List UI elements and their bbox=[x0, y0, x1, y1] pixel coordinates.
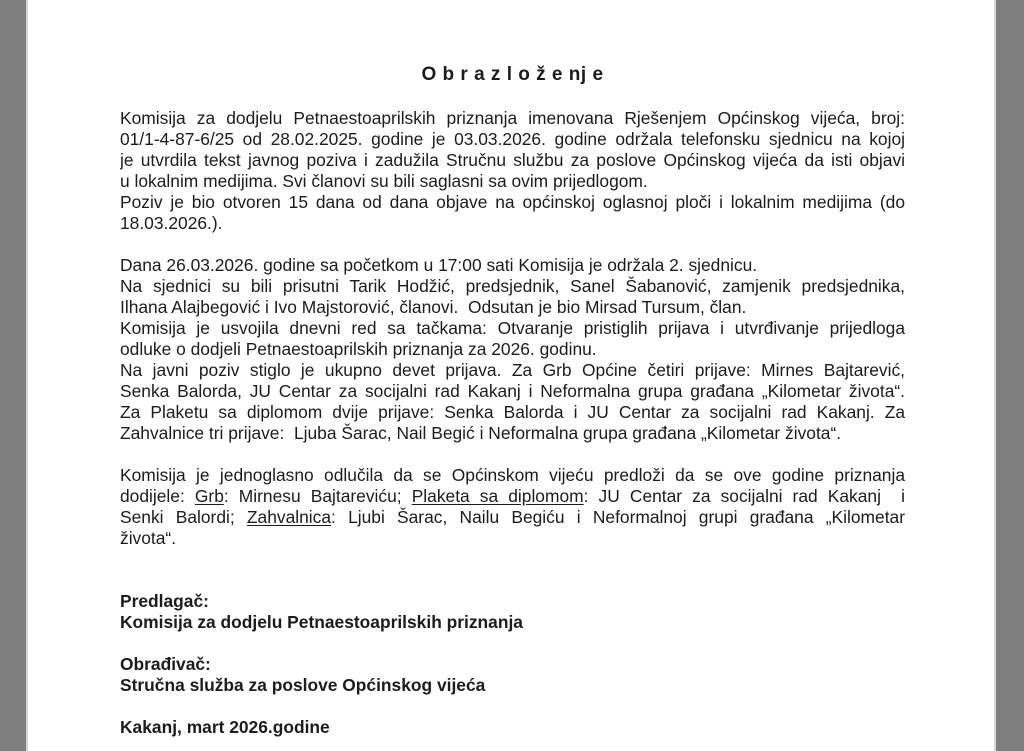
body-line bbox=[120, 276, 905, 297]
viewer-gutter-right bbox=[996, 0, 1024, 751]
text-segment: Zahvalnice tri prijave: Ljuba Šarac, Nail Begić i Neformalna grupa građana „Kilometar života“. bbox=[120, 423, 842, 443]
document-lines bbox=[120, 108, 905, 738]
text-segment: Senka Balorda, JU Centar za socijalni rad Kakanj i Neformalna grupa građana „Kilometar života“. bbox=[120, 381, 905, 401]
text-segment: Kakanj, mart 2026.godine bbox=[120, 717, 330, 737]
text-segment: : Mirnesu Bajtareviću; bbox=[223, 486, 412, 506]
footer-line bbox=[120, 612, 905, 633]
text-segment: Stručna služba za poslove Općinskog vijeća bbox=[120, 675, 486, 695]
text-segment: Komisija je jednoglasno odlučila da se Općinskom vijeću predloži da se ove godine priznanja bbox=[120, 465, 905, 485]
text-segment: života“. bbox=[120, 528, 177, 548]
body-line bbox=[120, 108, 905, 129]
blank-line bbox=[120, 444, 905, 465]
blank-line bbox=[120, 234, 905, 255]
body-line bbox=[120, 339, 905, 360]
text-segment: Komisija za dodjelu Petnaestoaprilskih priznanja bbox=[120, 612, 523, 632]
viewer-gutter-left bbox=[0, 0, 26, 751]
body-line bbox=[120, 150, 905, 171]
text-segment: u lokalnim medijima. Svi članovi su bili saglasni sa ovim prijedlogom. bbox=[120, 171, 648, 191]
body-line bbox=[120, 318, 905, 339]
body-line bbox=[120, 192, 905, 213]
body-line bbox=[120, 255, 905, 276]
footer-line bbox=[120, 591, 905, 612]
text-segment: je utvrdila tekst javnog poziva i zadužila Stručnu službu za poslove Općinskog vijeća da isti objavi bbox=[120, 150, 905, 170]
text-segment: : Ljubi Šarac, Nailu Begiću i Neformalnoj grupi građana „Kilometar bbox=[331, 507, 905, 527]
body-line bbox=[120, 423, 905, 444]
blank-line bbox=[120, 696, 905, 717]
text-segment: Dana 26.03.2026. godine sa početkom u 17:00 sati Komisija je održala 2. sjednicu. bbox=[120, 255, 758, 275]
underlined-text: Zahvalnica bbox=[246, 507, 332, 527]
text-segment: Za Plaketu sa diplomom dvije prijave: Senka Balorda i JU Centar za socijalni rad Kakanj. Za bbox=[120, 402, 905, 422]
body-line bbox=[120, 171, 905, 192]
body-line bbox=[120, 381, 905, 402]
footer-line bbox=[120, 675, 905, 696]
underlined-text: Plaketa sa diplomom bbox=[411, 486, 584, 506]
text-segment: Komisija za dodjelu Petnaestoaprilskih priznanja imenovana Rješenjem Općinskog vijeća, broj: bbox=[120, 108, 905, 128]
body-line bbox=[120, 129, 905, 150]
document-content bbox=[120, 64, 905, 738]
title-spacer bbox=[120, 86, 905, 108]
text-segment: Komisija je usvojila dnevni red sa tačkama: Otvaranje pristiglih prijava i utvrđivanje prijedloga bbox=[120, 318, 905, 338]
text-segment: dodijele: bbox=[120, 486, 195, 506]
footer-line bbox=[120, 654, 905, 675]
body-line bbox=[120, 360, 905, 381]
blank-line bbox=[120, 570, 905, 591]
blank-line bbox=[120, 633, 905, 654]
text-segment: 01/1-4-87-6/25 od 28.02.2025. godine je 03.03.2026. godine održala telefonsku sjednicu na kojoj bbox=[120, 129, 905, 149]
underlined-text: Grb bbox=[194, 486, 224, 506]
body-line bbox=[120, 528, 905, 549]
text-segment: Ilhana Alajbegović i Ivo Majstorović, članovi. Odsutan je bio Mirsad Tursum, član. bbox=[120, 297, 747, 317]
text-segment: Predlagač: bbox=[120, 591, 209, 611]
body-line bbox=[120, 297, 905, 318]
text-segment: Senki Balordi; bbox=[120, 507, 247, 527]
body-line bbox=[120, 213, 905, 234]
blank-line bbox=[120, 549, 905, 570]
text-segment: Poziv je bio otvoren 15 dana od dana objave na općinskoj oglasnoj ploči i lokalnim medijima (do bbox=[120, 192, 905, 212]
document-title: O b r a z l o ž e nj e bbox=[421, 64, 604, 85]
body-line bbox=[120, 402, 905, 423]
text-segment: Na javni poziv stiglo je ukupno devet prijava. Za Grb Općine četiri prijave: Mirnes Bajtarević, bbox=[120, 360, 905, 380]
document-page bbox=[26, 0, 996, 751]
footer-line bbox=[120, 717, 905, 738]
body-line bbox=[120, 507, 905, 528]
text-segment: 18.03.2026.). bbox=[120, 213, 223, 233]
text-segment: odluke o dodjeli Petnaestoaprilskih priznanja za 2026. godinu. bbox=[120, 339, 597, 359]
text-segment: : JU Centar za socijalni rad Kakanj i bbox=[583, 486, 905, 506]
text-segment: Obrađivač: bbox=[120, 654, 211, 674]
text-segment: Na sjednici su bili prisutni Tarik Hodžić, predsjednik, Sanel Šabanović, zamjenik predsjednika, bbox=[120, 276, 905, 296]
body-line bbox=[120, 486, 905, 507]
body-line bbox=[120, 465, 905, 486]
